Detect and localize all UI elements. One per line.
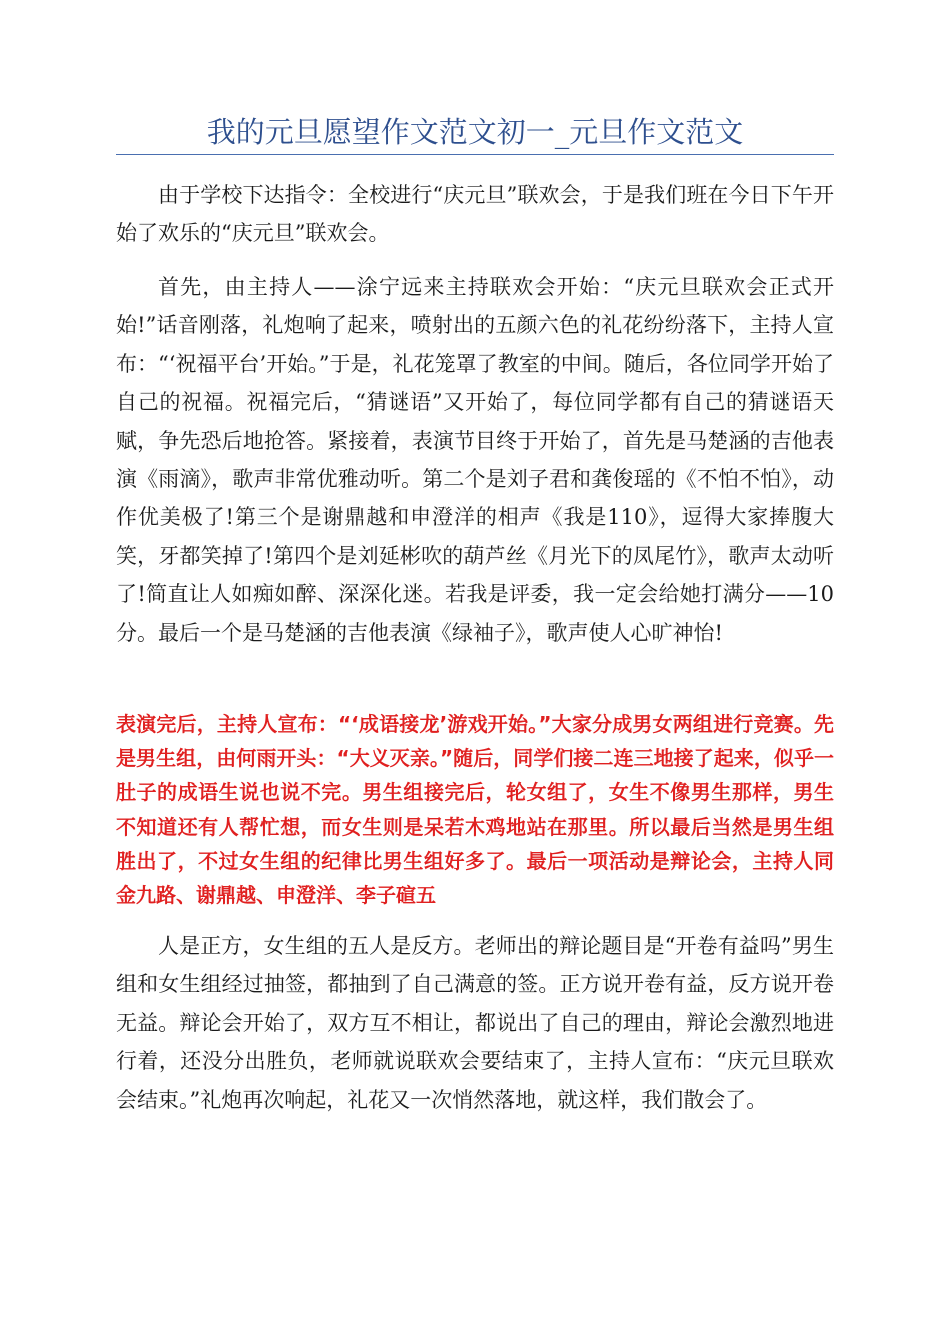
title-underline (116, 154, 834, 155)
document-title: 我的元旦愿望作文范文初一_元旦作文范文 (206, 115, 744, 149)
paragraph-debate: 人是正方，女生组的五人是反方。老师出的辩论题目是“开卷有益吗”男生组和女生组经过抽签，都抽到了自己满意的签。正方说开卷有益，反方说开卷无益。辩论会开始了，双方互不相让，都说出了自己的理由，辩论会激烈地进行着，还没分出胜负，老师就说联欢会要结束了，主持人宣布：“庆元旦联欢会结束。”礼炮再次响起，礼花又一次悄然落地，就这样，我们散会了。 (116, 934, 834, 1112)
paragraph-intro: 由于学校下达指令：全校进行“庆元旦”联欢会，于是我们班在今日下午开始了欢乐的“庆元旦”联欢会。 (116, 183, 834, 246)
paragraph-program: 首先，由主持人——涂宁远来主持联欢会开始：“庆元旦联欢会正式开始!”话音刚落，礼炮响了起来，喷射出的五颜六色的礼花纷纷落下，主持人宣布：“‘祝福平台’开始。”于是，礼花笼罩了教室的中间。随后，各位同学开始了自己的祝福。祝福完后，“猜谜语”又开始了，每位同学都有自己的猜谜语天赋，争先恐后地抢答。紧接着，表演节目终于开始了，首先是马楚涵的吉他表演《雨滴》，歌声非常优雅动听。第二个是刘子君和龚俊瑶的《不怕不怕》，动作优美极了!第三个是谢鼎越和申澄洋的相声《我是110》，逗得大家捧腹大笑，牙都笑掉了!第四个是刘延彬吹的葫芦丝《月光下的凤尾竹》，歌声太动听了!简直让人如痴如醉、深深化迷。若我是评委，我一定会给她打满分——10分。最后一个是马楚涵的吉他表演《绿袖子》，歌声使人心旷神怡! (116, 275, 834, 645)
paragraph-idiom-game-highlight: 表演完后，主持人宣布：“‘成语接龙’游戏开始。”大家分成男女两组进行竞赛。先是男生组，由何雨开头：“大义灭亲。”随后，同学们接二连三地接了起来，似乎一肚子的成语生说也说不完。男生组接完后，轮女组了，女生不像男生那样，男生不知道还有人帮忙想，而女生则是呆若木鸡地站在那里。所以最后当然是男生组胜出了，不过女生组的纪律比男生组好多了。最后一项活动是辩论会，主持人同金九路、谢鼎越、申澄洋、李子碹五 (116, 712, 834, 908)
